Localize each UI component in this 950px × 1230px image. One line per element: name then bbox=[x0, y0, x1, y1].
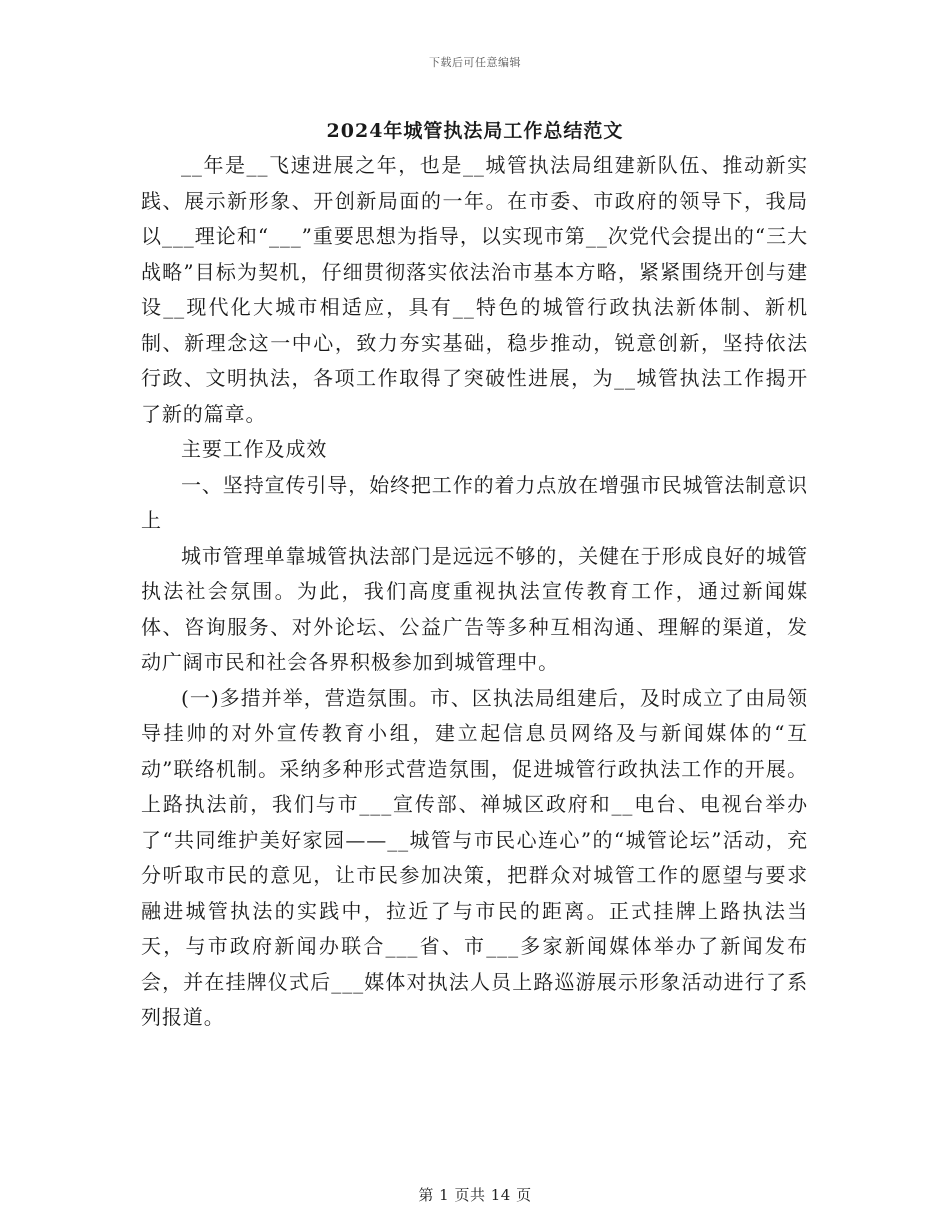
document-title: 2024年城管执法局工作总结范文 bbox=[326, 120, 624, 142]
page-number: 第 1 页共 14 页 bbox=[418, 1186, 532, 1204]
header-note: 下载后可任意编辑 bbox=[429, 56, 521, 69]
section-heading-one: 一、坚持宣传引导，始终把工作的着力点放在增强市民城管法制意识上 bbox=[141, 472, 808, 532]
document-body bbox=[141, 148, 808, 1036]
paragraph-urban-management: 城市管理单靠城管执法部门是远远不够的，关健在于形成良好的城管执法社会氛围。为此，我们高度重视执法宣传教育工作，通过新闻媒体、咨询服务、对外论坛、公益广告等多种互相沟通、理解的渠道，发动广阔市民和社会各界积极参加到城管理中。 bbox=[141, 543, 808, 674]
paragraph-measures: (一)多措并举，营造氛围。市、区执法局组建后，及时成立了由局领导挂帅的对外宣传教育小组，建立起信息员网络及与新闻媒体的“互动”联络机制。采纳多种形式营造氛围，促进城管行政执法工作的开展。上路执法前，我们与市___宣传部、禅城区政府和__电台、电视台举办了“共同维护美好家园——__城管与市民心连心”的“城管论坛”活动，充分听取市民的意见，让市民参加决策，把群众对城管工作的愿望与要求融进城管执法的实践中，拉近了与市民的距离。正式挂牌上路执法当天，与市政府新闻办联合___省、市___多家新闻媒体举办了新闻发布会，并在挂牌仪式后___媒体对执法人员上路巡游展示形象活动进行了系列报道。 bbox=[141, 685, 808, 1029]
paragraph-intro: __年是__飞速进展之年，也是__城管执法局组建新队伍、推动新实践、展示新形象、开创新局面的一年。在市委、市政府的领导下，我局以___理论和“___”重要思想为指导，以实现市第__次党代会提出的“三大战略”目标为契机，仔细贯彻落实依法治市基本方略，紧紧围绕开创与建设__现代化大城市相适应，具有__特色的城管行政执法新体制、新机制、新理念这一中心，致力夯实基础，稳步推动，锐意创新，坚持依法行政、文明执法，各项工作取得了突破性进展，为__城管执法工作揭开了新的篇章。 bbox=[141, 153, 808, 426]
section-heading-main-work: 主要工作及成效 bbox=[181, 437, 328, 461]
